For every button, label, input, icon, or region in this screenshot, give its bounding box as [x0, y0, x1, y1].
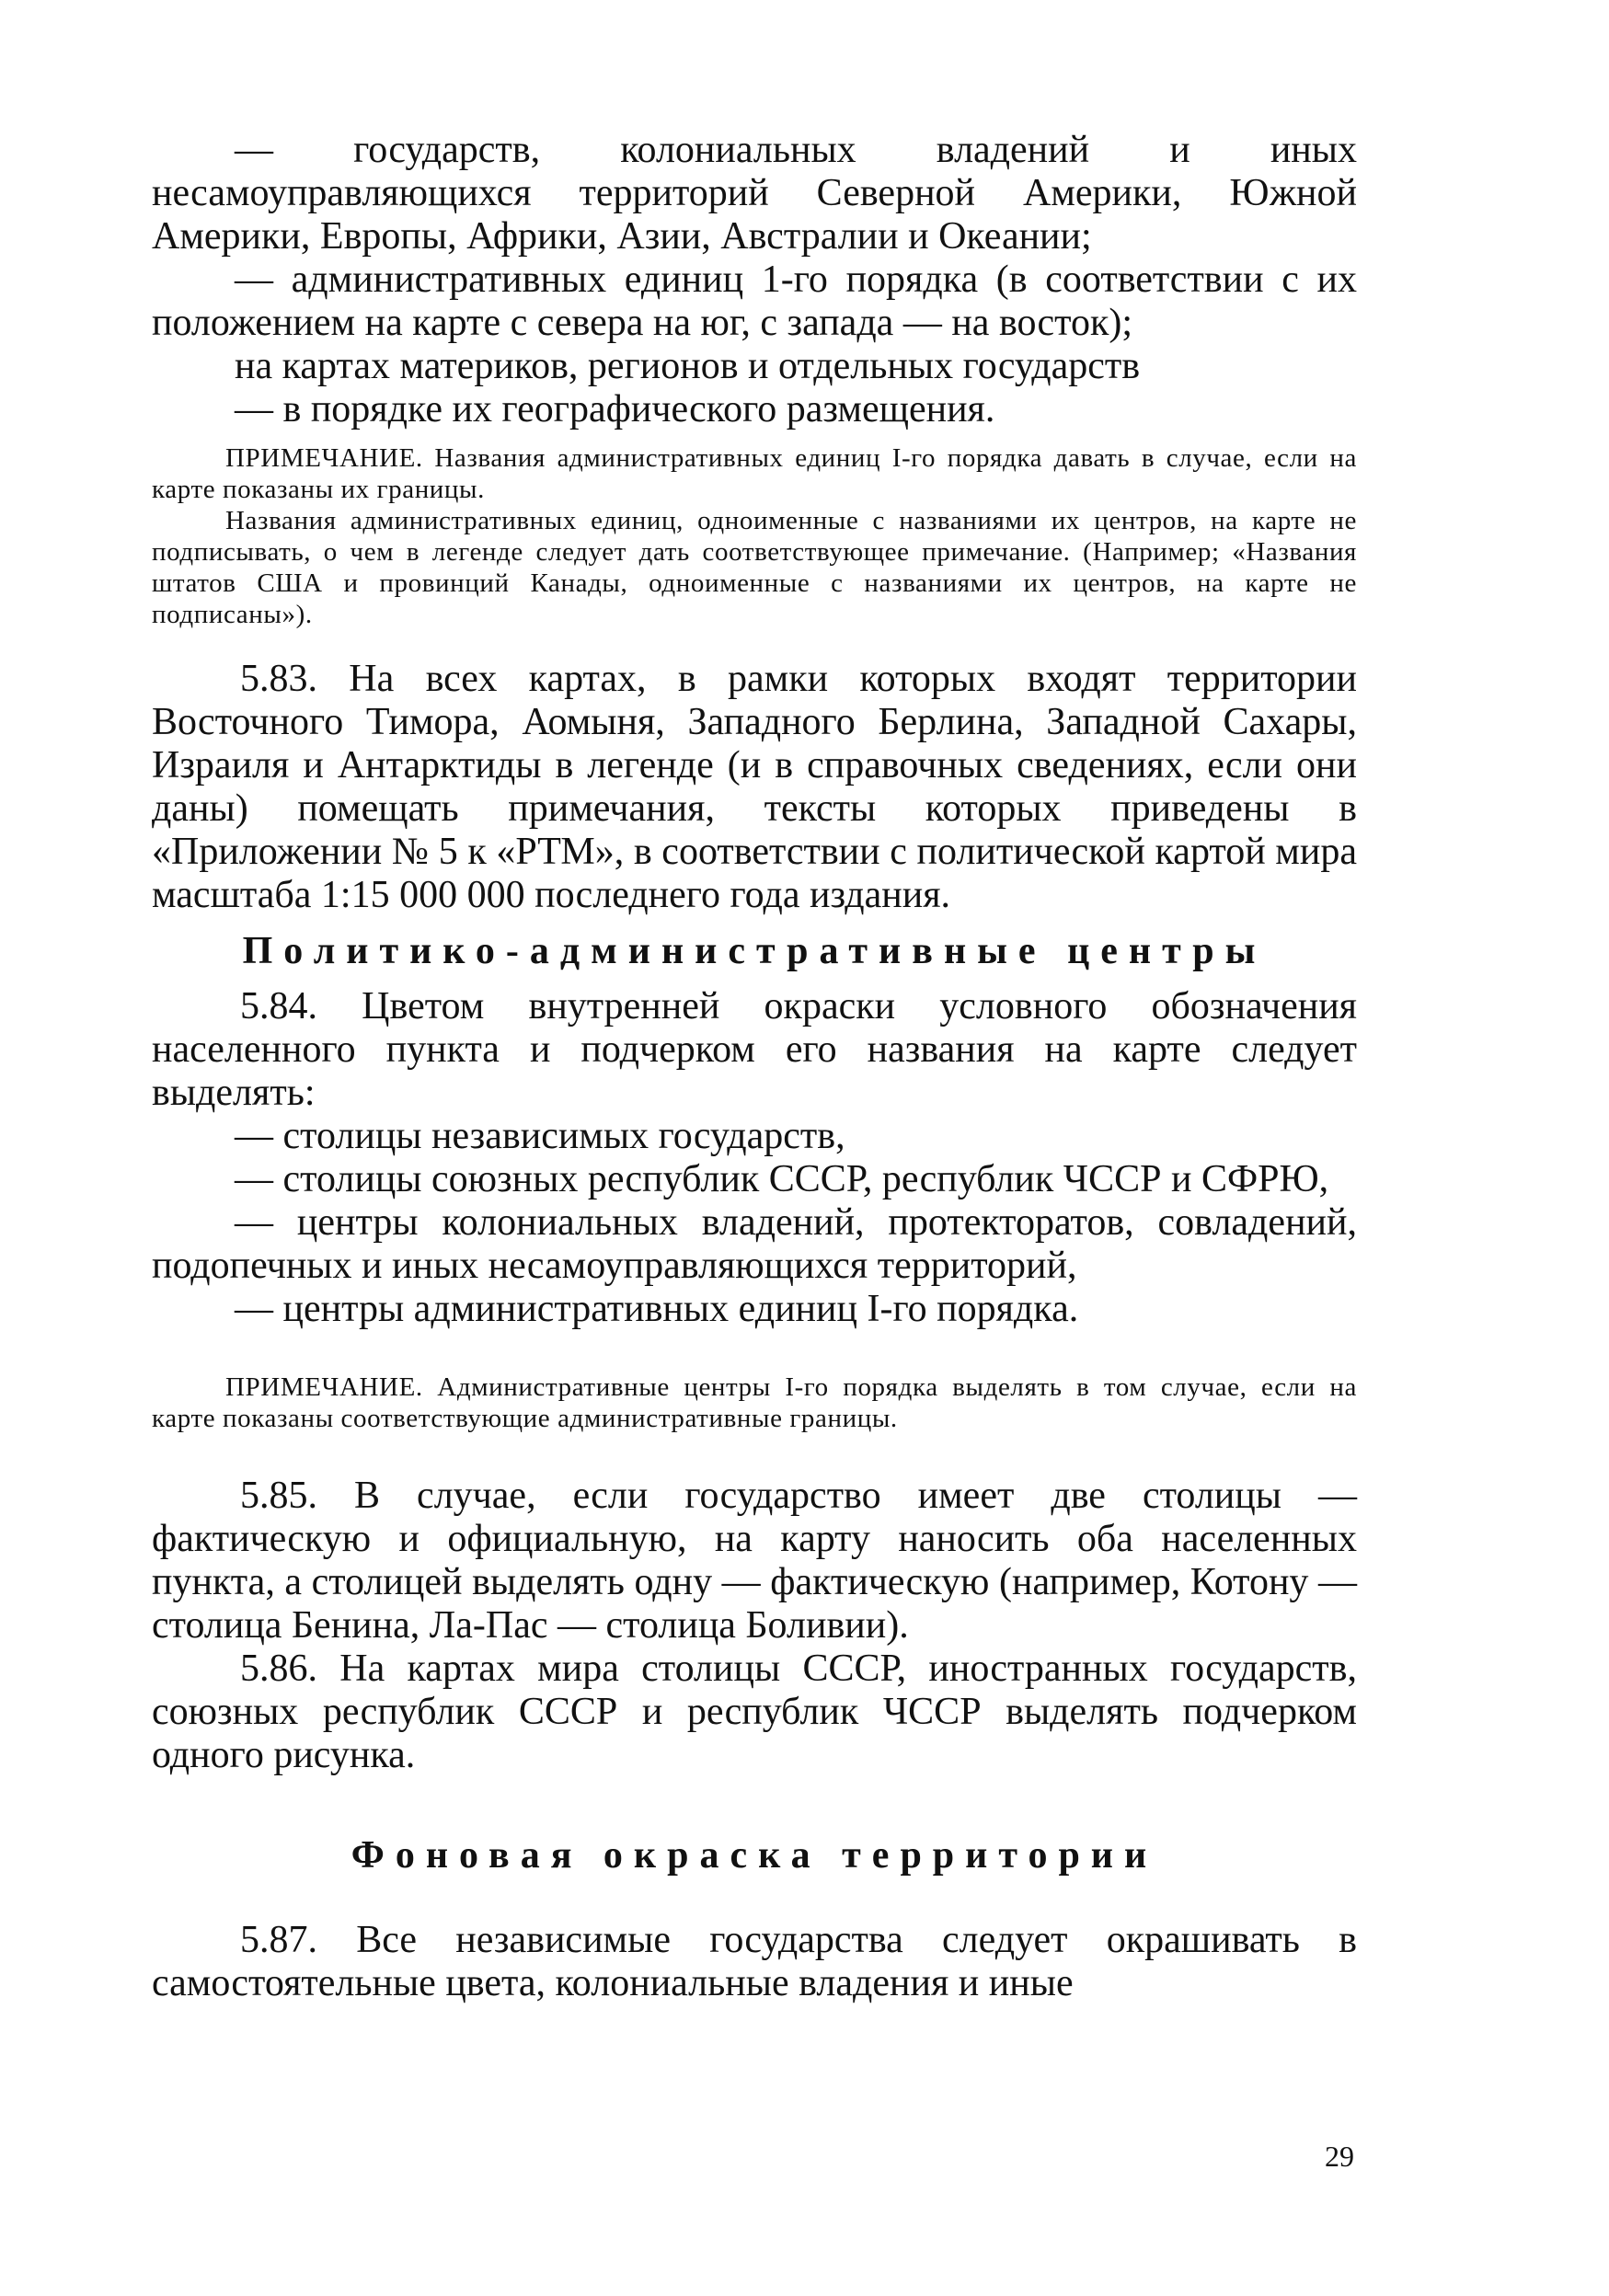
- section-heading-admin-centers: Политико-административные центры: [242, 930, 1267, 972]
- list-item-colonial-centers: — центры колониальных владений, протекторатов, совладений, подопечных и иных несамоуправляющихся территорий,: [152, 1201, 1357, 1287]
- note-admin-units: ПРИМЕЧАНИЕ. Названия административных единиц I-го порядка давать в случае, если на карте показаны их границы.: [152, 443, 1357, 504]
- page-number: 29: [1325, 2140, 1354, 2173]
- paragraph-5-86: 5.86. На картах мира столицы СССР, иностранных государств, союзных республик СССР и республик ЧССР выделять подчерком одного рисунка.: [152, 1647, 1357, 1776]
- note-admin-centers: ПРИМЕЧАНИЕ. Административные центры I-го порядка выделять в том случае, если на карте показаны соответствующие административные границы.: [152, 1372, 1357, 1433]
- paragraph-5-83: 5.83. На всех картах, в рамки которых входят территории Восточного Тимора, Аомыня, Западного Берлина, Западной Сахары, Израиля и Антарктиды в легенде (и в справочных сведениях, если они даны) помещать примечания, тексты которых приведены в «Приложении № 5 к «РТМ», в соответствии с политической картой мира масштаба 1:15 000 000 последнего года издания.: [152, 658, 1357, 916]
- document-page: [152, 129, 1357, 2005]
- note-admin-names: Названия административных единиц, одноименные с названиями их центров, на карте не подписывать, о чем в легенде следует дать соответствующее примечание. (Например; «Названия штатов США и провинций Канады, одноименные с названиями их центров, на карте не подписаны»).: [152, 506, 1357, 629]
- list-item-states: — государств, колониальных владений и иных несамоуправляющихся территорий Северной Америки, Южной Америки, Европы, Африки, Азии, Австралии и Океании;: [152, 129, 1357, 258]
- paragraph-continents: на картах материков, регионов и отдельных государств: [235, 345, 1141, 387]
- paragraph-5-84: 5.84. Цветом внутренней окраски условного обозначения населенного пункта и подчерком его названия на карте следует выделять:: [152, 985, 1357, 1114]
- list-item-capitals: — столицы независимых государств,: [235, 1115, 845, 1157]
- list-item-admin-units: — административных единиц 1-го порядка (в соответствии с их положением на карте с севера на юг, с запада — на восток);: [152, 258, 1357, 344]
- paragraph-5-87: 5.87. Все независимые государства следует окрашивать в самостоятельные цвета, колониальные владения и иные: [152, 1919, 1357, 2004]
- list-item-geographic-order: — в порядке их географического размещения.: [235, 388, 995, 430]
- section-heading-background-color: Фоновая окраска территории: [351, 1834, 1158, 1877]
- list-item-union-capitals: — столицы союзных республик СССР, республик ЧССР и СФРЮ,: [235, 1158, 1329, 1200]
- paragraph-5-85: 5.85. В случае, если государство имеет две столицы — фактическую и официальную, на карту наносить оба населенных пункта, а столицей выделять одну — фактическую (например, Котону — столица Бенина, Ла-Пас — столица Боливии).: [152, 1475, 1357, 1647]
- list-item-admin-centers: — центры административных единиц I-го порядка.: [235, 1288, 1079, 1330]
